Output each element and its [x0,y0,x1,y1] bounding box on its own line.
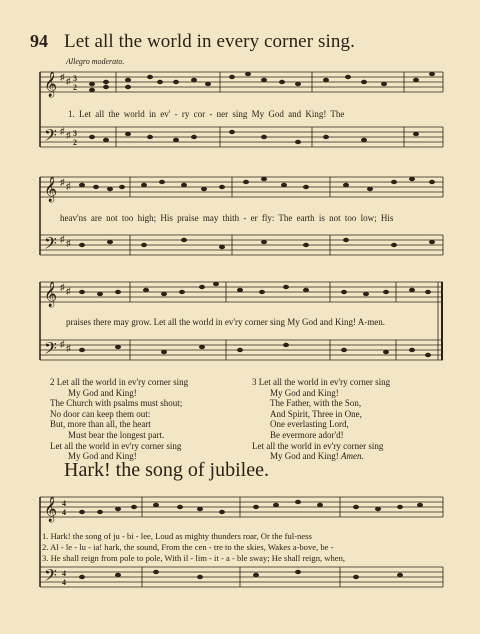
svg-text:♯: ♯ [60,339,65,349]
verse2-line: But, more than all, the heart [50,419,151,430]
svg-text:𝄢: 𝄢 [44,127,57,149]
tempo-marking: Allegro moderato. [66,57,125,66]
svg-text:♯: ♯ [60,72,65,82]
svg-text:♯: ♯ [60,177,65,187]
svg-text:𝄞: 𝄞 [44,496,58,521]
verse3-line: The Father, with the Son, [270,398,362,409]
verse2-line: 2 Let all the world in ev'ry corner sing [50,377,189,387]
svg-text:𝄢: 𝄢 [44,235,57,257]
svg-text:3: 3 [73,74,77,83]
verse2-line: My God and King! [68,387,137,398]
svg-text:♯: ♯ [66,343,71,353]
verse2-line: The Church with psalms must shout; [50,398,183,409]
verse2-line: No door can keep them out: [50,408,151,419]
svg-text:3: 3 [73,129,77,138]
page-number: 94 [30,31,48,51]
svg-text:2: 2 [73,138,77,147]
svg-text:♯: ♯ [60,126,65,136]
svg-text:♯: ♯ [66,238,71,248]
hymn2-title: Hark! the song of jubilee. [64,459,269,481]
svg-text:𝄞: 𝄞 [44,71,58,96]
hymn1-lyric-line-3: praises there may grow. Let all the world in ev'ry corner sing My God and King! A-men. [66,317,385,327]
verse3-line: 3 Let all the world in ev'ry corner sing [252,377,391,387]
verse2-line: Let all the world in ev'ry corner sing [50,440,182,451]
svg-text:2: 2 [73,83,77,92]
verse2-line: My God and King! [68,451,137,462]
svg-text:4: 4 [62,578,66,587]
hymn-title: Let all the world in every corner sing. [64,31,355,52]
verse3-line [252,451,452,462]
verse-2 [50,377,250,462]
svg-text:♯: ♯ [66,286,71,296]
svg-text:𝄞: 𝄞 [44,176,58,201]
svg-text:♯: ♯ [66,181,71,191]
svg-text:4: 4 [62,508,66,517]
verse3-line: My God and King! [270,387,339,398]
svg-text:𝄢: 𝄢 [44,567,57,589]
svg-text:♯: ♯ [60,234,65,244]
svg-text:4: 4 [62,569,66,578]
hymn1-lyric-line-1: 1. Let all the world in ev' - ry cor - ner sing My God and King! The [68,109,345,119]
svg-text:𝄞: 𝄞 [44,281,58,306]
svg-text:♯: ♯ [66,130,71,140]
svg-text:4: 4 [62,499,66,508]
verse2-line: Must bear the longest part. [68,429,165,440]
verse3-line: Let all the world in ev'ry corner sing [252,440,384,451]
verse3-last-line: My God and King! [270,451,339,462]
amen-label: Amen. [341,451,364,462]
svg-text:♯: ♯ [60,282,65,292]
svg-text:𝄢: 𝄢 [44,340,57,362]
verse3-line: One everlasting Lord, [270,419,349,430]
hymn1-lyric-line-2: heav'ns are not too high; His praise may thith - er fly: The earth is not too low; His [60,213,394,223]
hymn2-lyric-line-1: 1. Hark! the song of ju - bi - lee, Loud as mighty thunders roar, Or the ful-ness [42,531,312,541]
verse-3 [252,377,452,462]
hymn2-lyric-line-3: 3. He shall reign from pole to pole, With il - lim - it - a - ble sway; He shall reign, when, [42,553,346,563]
verse3-line: And Spirit, Three in One, [270,408,362,419]
verse3-line: Be evermore ador'd! [270,429,344,440]
hymn2-lyric-line-2: 2. Al - le - lu - ia! hark, the sound, From the cen - tre to the skies, Wakes a-bove, be - [42,542,334,552]
svg-text:♯: ♯ [66,76,71,86]
